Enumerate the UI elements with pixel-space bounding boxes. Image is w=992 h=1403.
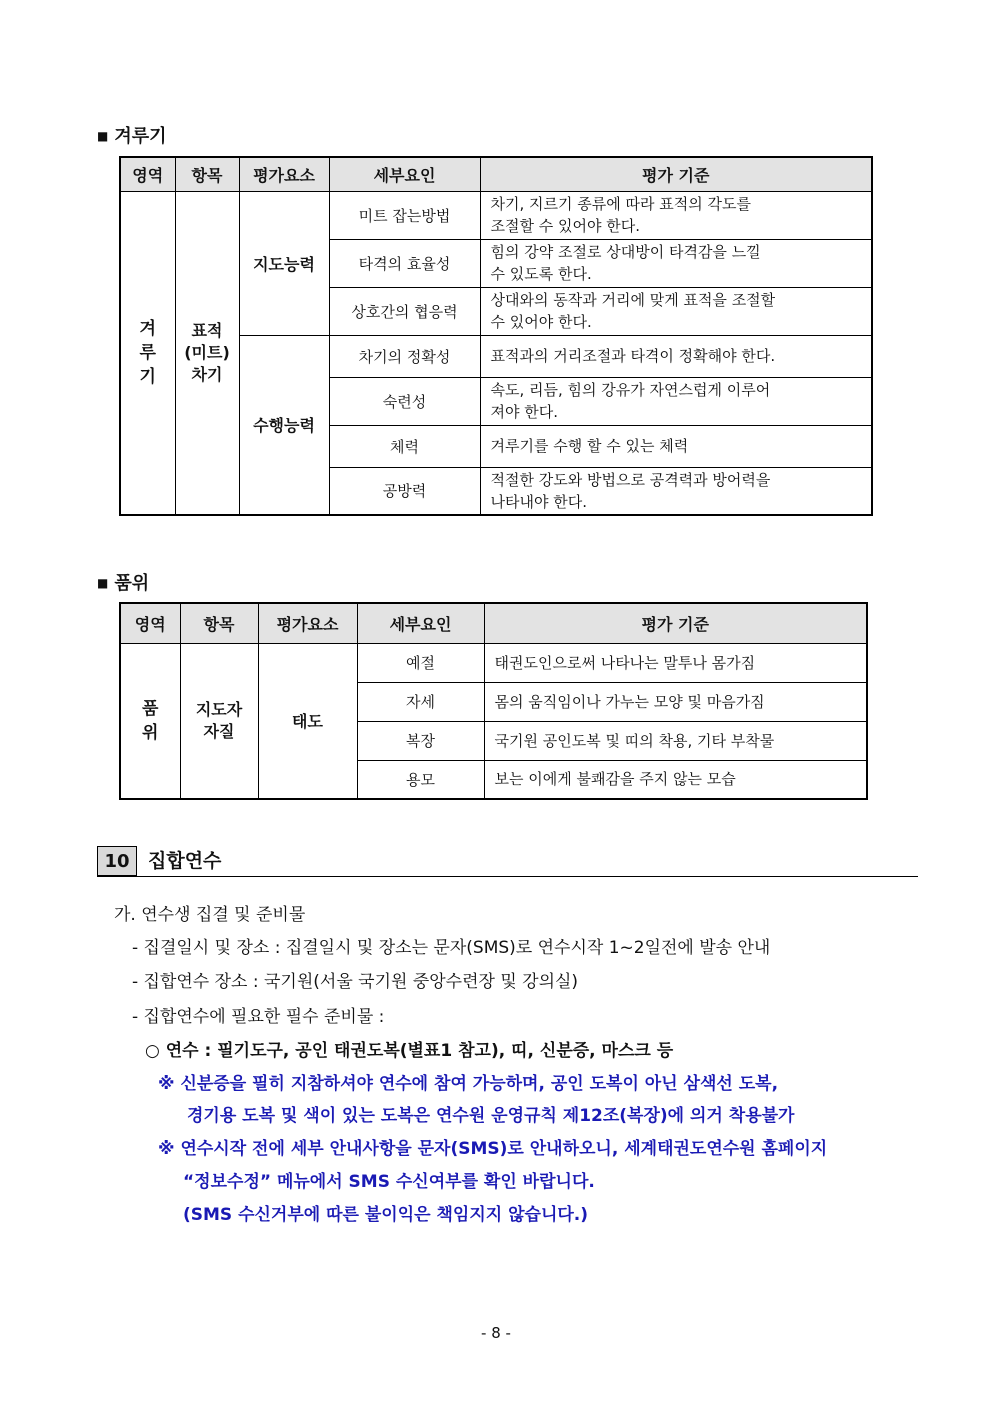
square-bullet-icon: ■: [97, 129, 109, 143]
page-number: - 8 -: [481, 1324, 511, 1342]
area-cell: 품 위: [120, 643, 180, 799]
header-factor: 세부요인: [329, 157, 480, 191]
header-area: 영역: [120, 603, 180, 643]
header-factor: 세부요인: [357, 603, 484, 643]
element-cell: 수행능력: [239, 335, 329, 515]
item-cell: 표적 (미트) 차기: [175, 191, 239, 515]
section-divider: [97, 876, 918, 877]
element-cell: 지도능력: [239, 191, 329, 335]
criteria-cell: 몸의 움직임이나 가누는 모양 및 마음가짐: [484, 682, 867, 721]
dignity-table: [119, 602, 868, 800]
factor-cell: 차기의 정확성: [329, 335, 480, 377]
bullet-supplies: - 집합연수에 필요한 필수 준비물 :: [132, 1007, 385, 1027]
factor-cell: 예절: [357, 643, 484, 682]
header-criteria: 평가 기준: [480, 157, 872, 191]
factor-cell: 공방력: [329, 467, 480, 515]
note-id-required-1: ※ 신분증을 필히 지참하셔야 연수에 참여 가능하며, 공인 도복이 아닌 삼색선 도복,: [158, 1074, 779, 1094]
bullet-venue: - 집합연수 장소 : 국기원(서울 국기원 중앙수련장 및 강의실): [132, 972, 579, 992]
header-criteria: 평가 기준: [484, 603, 867, 643]
subsection-a: 가. 연수생 집결 및 준비물: [114, 905, 306, 925]
square-bullet-icon: ■: [97, 576, 109, 590]
note-sms-1: ※ 연수시작 전에 세부 안내사항을 문자(SMS)로 안내하오니, 세계태권도연수원 홈페이지: [158, 1139, 828, 1159]
table-row: [120, 643, 867, 682]
header-area: 영역: [120, 157, 175, 191]
criteria-cell: 국기원 공인도복 및 띠의 착용, 기타 부착물: [484, 721, 867, 760]
item-cell: 지도자 자질: [180, 643, 258, 799]
note-sms-3: (SMS 수신거부에 따른 불이익은 책임지지 않습니다.): [183, 1205, 589, 1225]
header-element: 평가요소: [258, 603, 357, 643]
table-header-row: [120, 157, 872, 191]
criteria-cell: 표적과의 거리조절과 타격이 정확해야 한다.: [480, 335, 872, 377]
factor-cell: 상호간의 협응력: [329, 287, 480, 335]
criteria-cell: 태권도인으로써 나타나는 말투나 몸가짐: [484, 643, 867, 682]
bullet-assembly-time: - 집결일시 및 장소 : 집결일시 및 장소는 문자(SMS)로 연수시작 1~2일전에 발송 안내: [132, 938, 771, 958]
note-id-required-2: 경기용 도복 및 색이 있는 도복은 연수원 운영규칙 제12조(복장)에 의거 착용불가: [187, 1106, 795, 1126]
factor-cell: 미트 잡는방법: [329, 191, 480, 239]
factor-cell: 숙련성: [329, 377, 480, 425]
table-header-row: [120, 603, 867, 643]
section-number-box: 10: [97, 846, 137, 876]
area-cell: 겨 루 기: [120, 191, 175, 515]
criteria-cell: 힘의 강약 조절로 상대방이 타격감을 느낄 수 있도록 한다.: [480, 239, 872, 287]
header-item: 항목: [180, 603, 258, 643]
factor-cell: 복장: [357, 721, 484, 760]
section-10-title: 집합연수: [148, 850, 222, 872]
criteria-cell: 겨루기를 수행 할 수 있는 체력: [480, 425, 872, 467]
section-title-text: 품위: [114, 573, 150, 594]
factor-cell: 용모: [357, 760, 484, 799]
factor-cell: 자세: [357, 682, 484, 721]
sparring-table: [119, 156, 873, 516]
note-sms-2: “정보수정” 메뉴에서 SMS 수신여부를 확인 바랍니다.: [183, 1172, 595, 1192]
header-element: 평가요소: [239, 157, 329, 191]
criteria-cell: 차기, 지르기 종류에 따라 표적의 각도를 조절할 수 있어야 한다.: [480, 191, 872, 239]
criteria-cell: 보는 이에게 불쾌감을 주지 않는 모습: [484, 760, 867, 799]
section-title-dignity: [97, 569, 149, 595]
criteria-cell: 상대와의 동작과 거리에 맞게 표적을 조절할 수 있어야 한다.: [480, 287, 872, 335]
factor-cell: 타격의 효율성: [329, 239, 480, 287]
element-cell: 태도: [258, 643, 357, 799]
criteria-cell: 속도, 리듬, 힘의 강유가 자연스럽게 이루어 져야 한다.: [480, 377, 872, 425]
table-row: [120, 191, 872, 239]
factor-cell: 체력: [329, 425, 480, 467]
section-title-sparring: [97, 122, 167, 148]
criteria-cell: 적절한 강도와 방법으로 공격력과 방어력을 나타내야 한다.: [480, 467, 872, 515]
section-title-text: 겨루기: [114, 126, 167, 147]
header-item: 항목: [175, 157, 239, 191]
supplies-list: ○ 연수 : 필기도구, 공인 태권도복(별표1 참고), 띠, 신분증, 마스크 등: [145, 1041, 674, 1061]
